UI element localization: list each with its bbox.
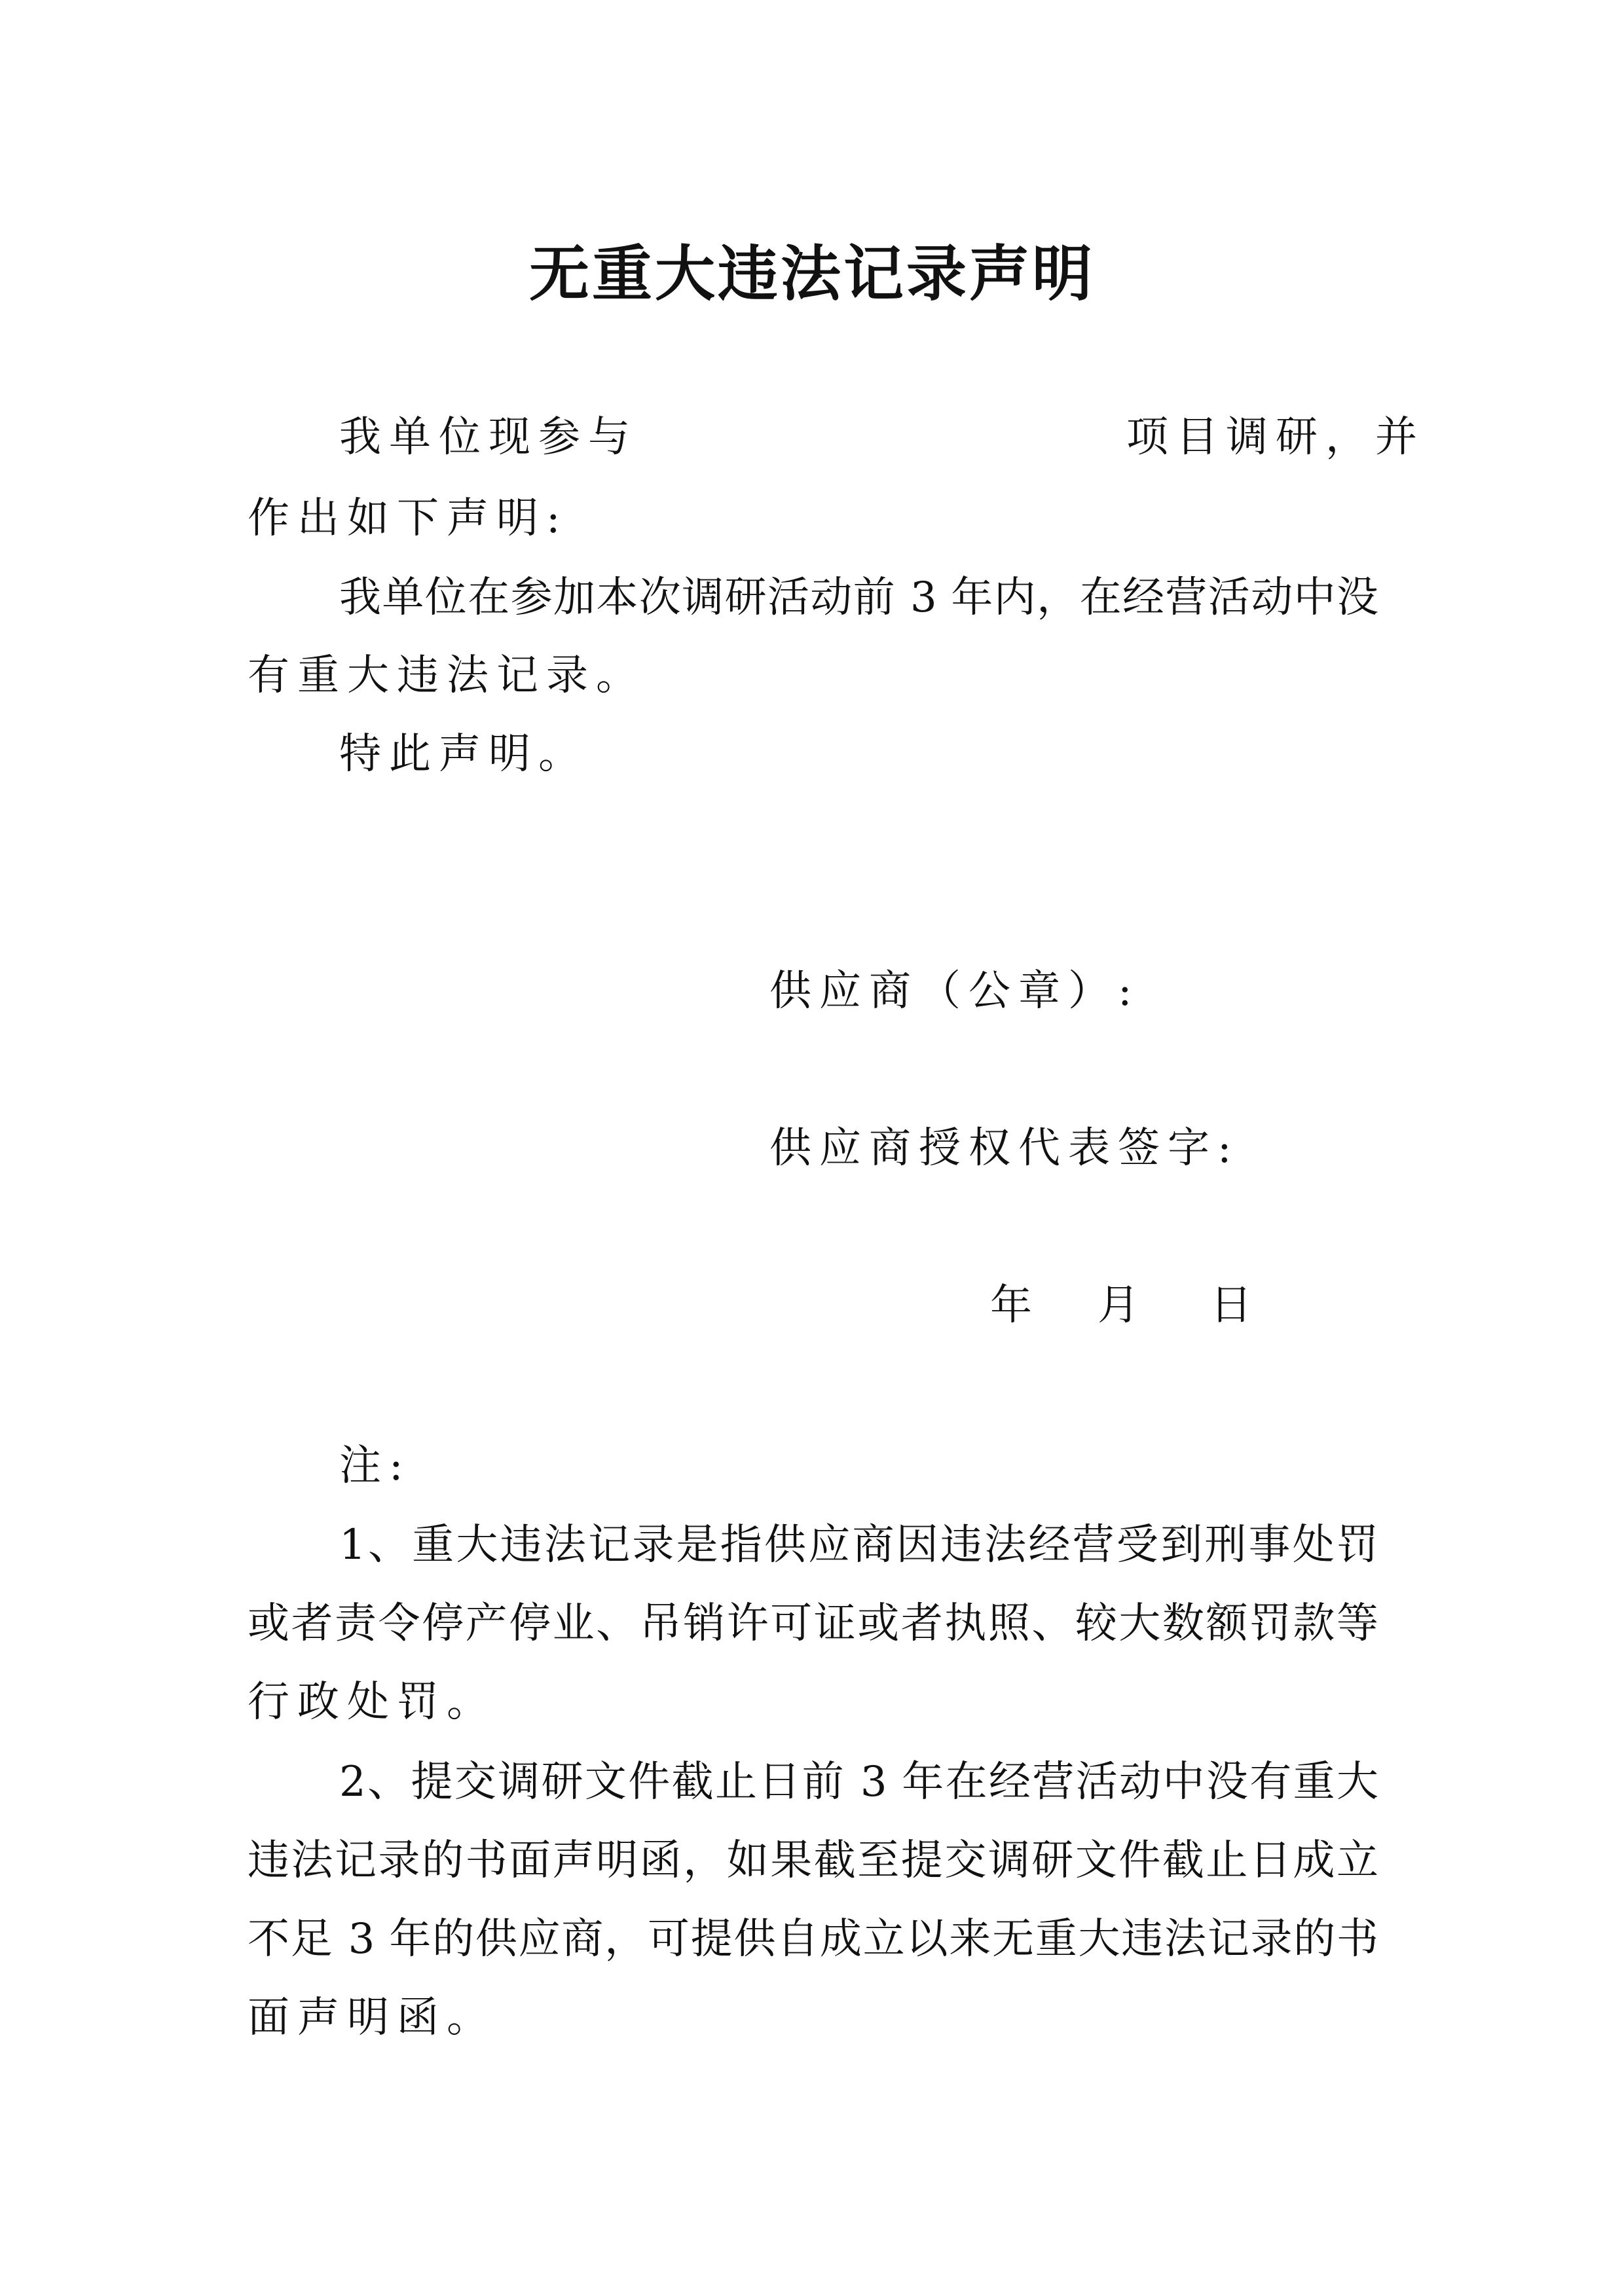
document-title: 无重大违法记录声明 (528, 238, 1095, 309)
declaration-line-2: 有重大违法记录。 (248, 651, 646, 700)
date-year: 年 (990, 1281, 1040, 1330)
declaration-line-1: 我单位在参加本次调研活动前 3 年内，在经营活动中没 (339, 574, 1378, 622)
note2-line-4: 面声明函。 (248, 1994, 496, 2042)
note1-line-2: 或者责令停产停业、吊销许可证或者执照、较大数额罚款等 (248, 1599, 1378, 1648)
intro-prefix: 我单位现参与 (339, 413, 638, 462)
date-month: 月 (1098, 1281, 1147, 1330)
note2-line-3: 不足 3 年的供应商，可提供自成立以来无重大违法记录的书 (248, 1915, 1378, 1963)
note2-line-2: 违法记录的书面声明函，如果截至提交调研文件截止日成立 (248, 1836, 1378, 1885)
intro-continuation: 作出如下声明: (248, 494, 568, 543)
note1-line-1: 1、重大违法记录是指供应商因违法经营受到刑事处罚 (339, 1521, 1378, 1569)
intro-suffix: 项目调研，并 (1126, 413, 1425, 462)
note1-line-3: 行政处罚。 (248, 1678, 496, 1726)
note2-line-1: 2、提交调研文件截止日前 3 年在经营活动中没有重大 (339, 1758, 1378, 1806)
representative-signature-label: 供应商授权代表签字: (769, 1124, 1240, 1173)
date-day: 日 (1210, 1281, 1260, 1330)
closing-statement: 特此声明。 (339, 730, 588, 778)
supplier-seal-label: 供应商（公章）: (769, 967, 1140, 1015)
notes-heading: 注: (339, 1442, 411, 1490)
